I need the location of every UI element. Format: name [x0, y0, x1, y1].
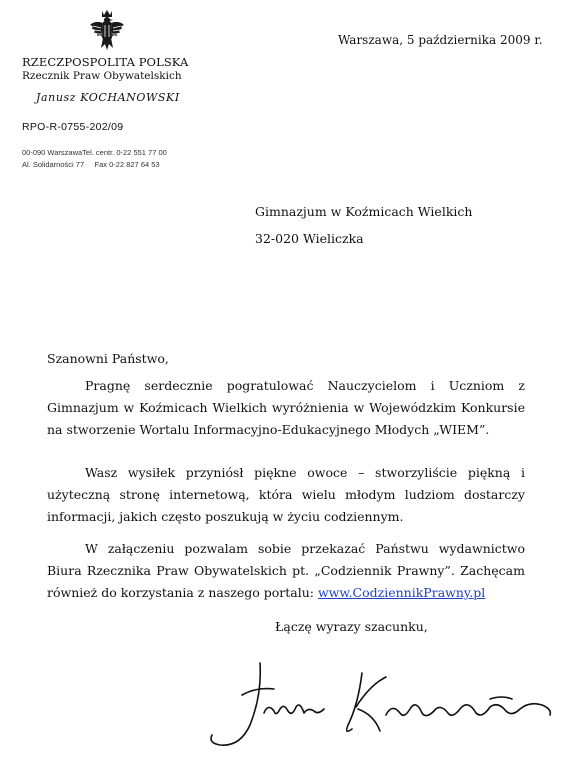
address-line-2: Al. Solidarności 77 Fax 0-22 827 64 53	[22, 160, 160, 169]
signature-image	[190, 655, 569, 755]
paragraph-3-text: W załączeniu pozwalam sobie przekazać Państwu wydawnictwo Biura Rzecznika Praw Obywatelskich pt. „Codziennik Prawny”. Zachęcam również do korzystania z naszego portalu:	[47, 541, 525, 600]
recipient-line-2: 32-020 Wieliczka	[255, 231, 364, 246]
closing: Łączę wyrazy szacunku,	[275, 619, 428, 634]
greeting: Szanowni Państwo,	[47, 351, 169, 366]
letter-date: Warszawa, 5 października 2009 r.	[338, 33, 543, 47]
header-name: Janusz KOCHANOWSKI	[36, 91, 180, 104]
recipient-line-1: Gimnazjum w Koźmicach Wielkich	[255, 204, 473, 219]
header-office: Rzecznik Praw Obywatelskich	[22, 70, 182, 82]
address-block	[22, 147, 167, 171]
eagle-emblem-icon	[88, 8, 126, 52]
paragraph-2: Wasz wysiłek przyniósł piękne owoce – stworzyliście piękną i użyteczną stronę internetową, która wielu młodym ludziom dostarczy informacji, jakich często poszukują w życiu codziennym.	[47, 465, 525, 524]
paragraph-1: Pragnę serdecznie pogratulować Nauczycielom i Uczniom z Gimnazjum w Koźmicach Wielkich wyróżnienia w Wojewódzkim Konkursie na stworzenie Wortalu Informacyjno-Edukacyjnego Młodych „WIEM”.	[47, 378, 525, 437]
header-org: RZECZPOSPOLITA POLSKA	[22, 55, 189, 69]
address-line-1: 00-090 WarszawaTel. centr. 0-22 551 77 00	[22, 148, 167, 157]
paragraph-3	[47, 538, 525, 604]
portal-link[interactable]: www.CodziennikPrawny.pl	[317, 585, 486, 600]
reference-number: RPO-R-0755-202/09	[22, 121, 124, 133]
